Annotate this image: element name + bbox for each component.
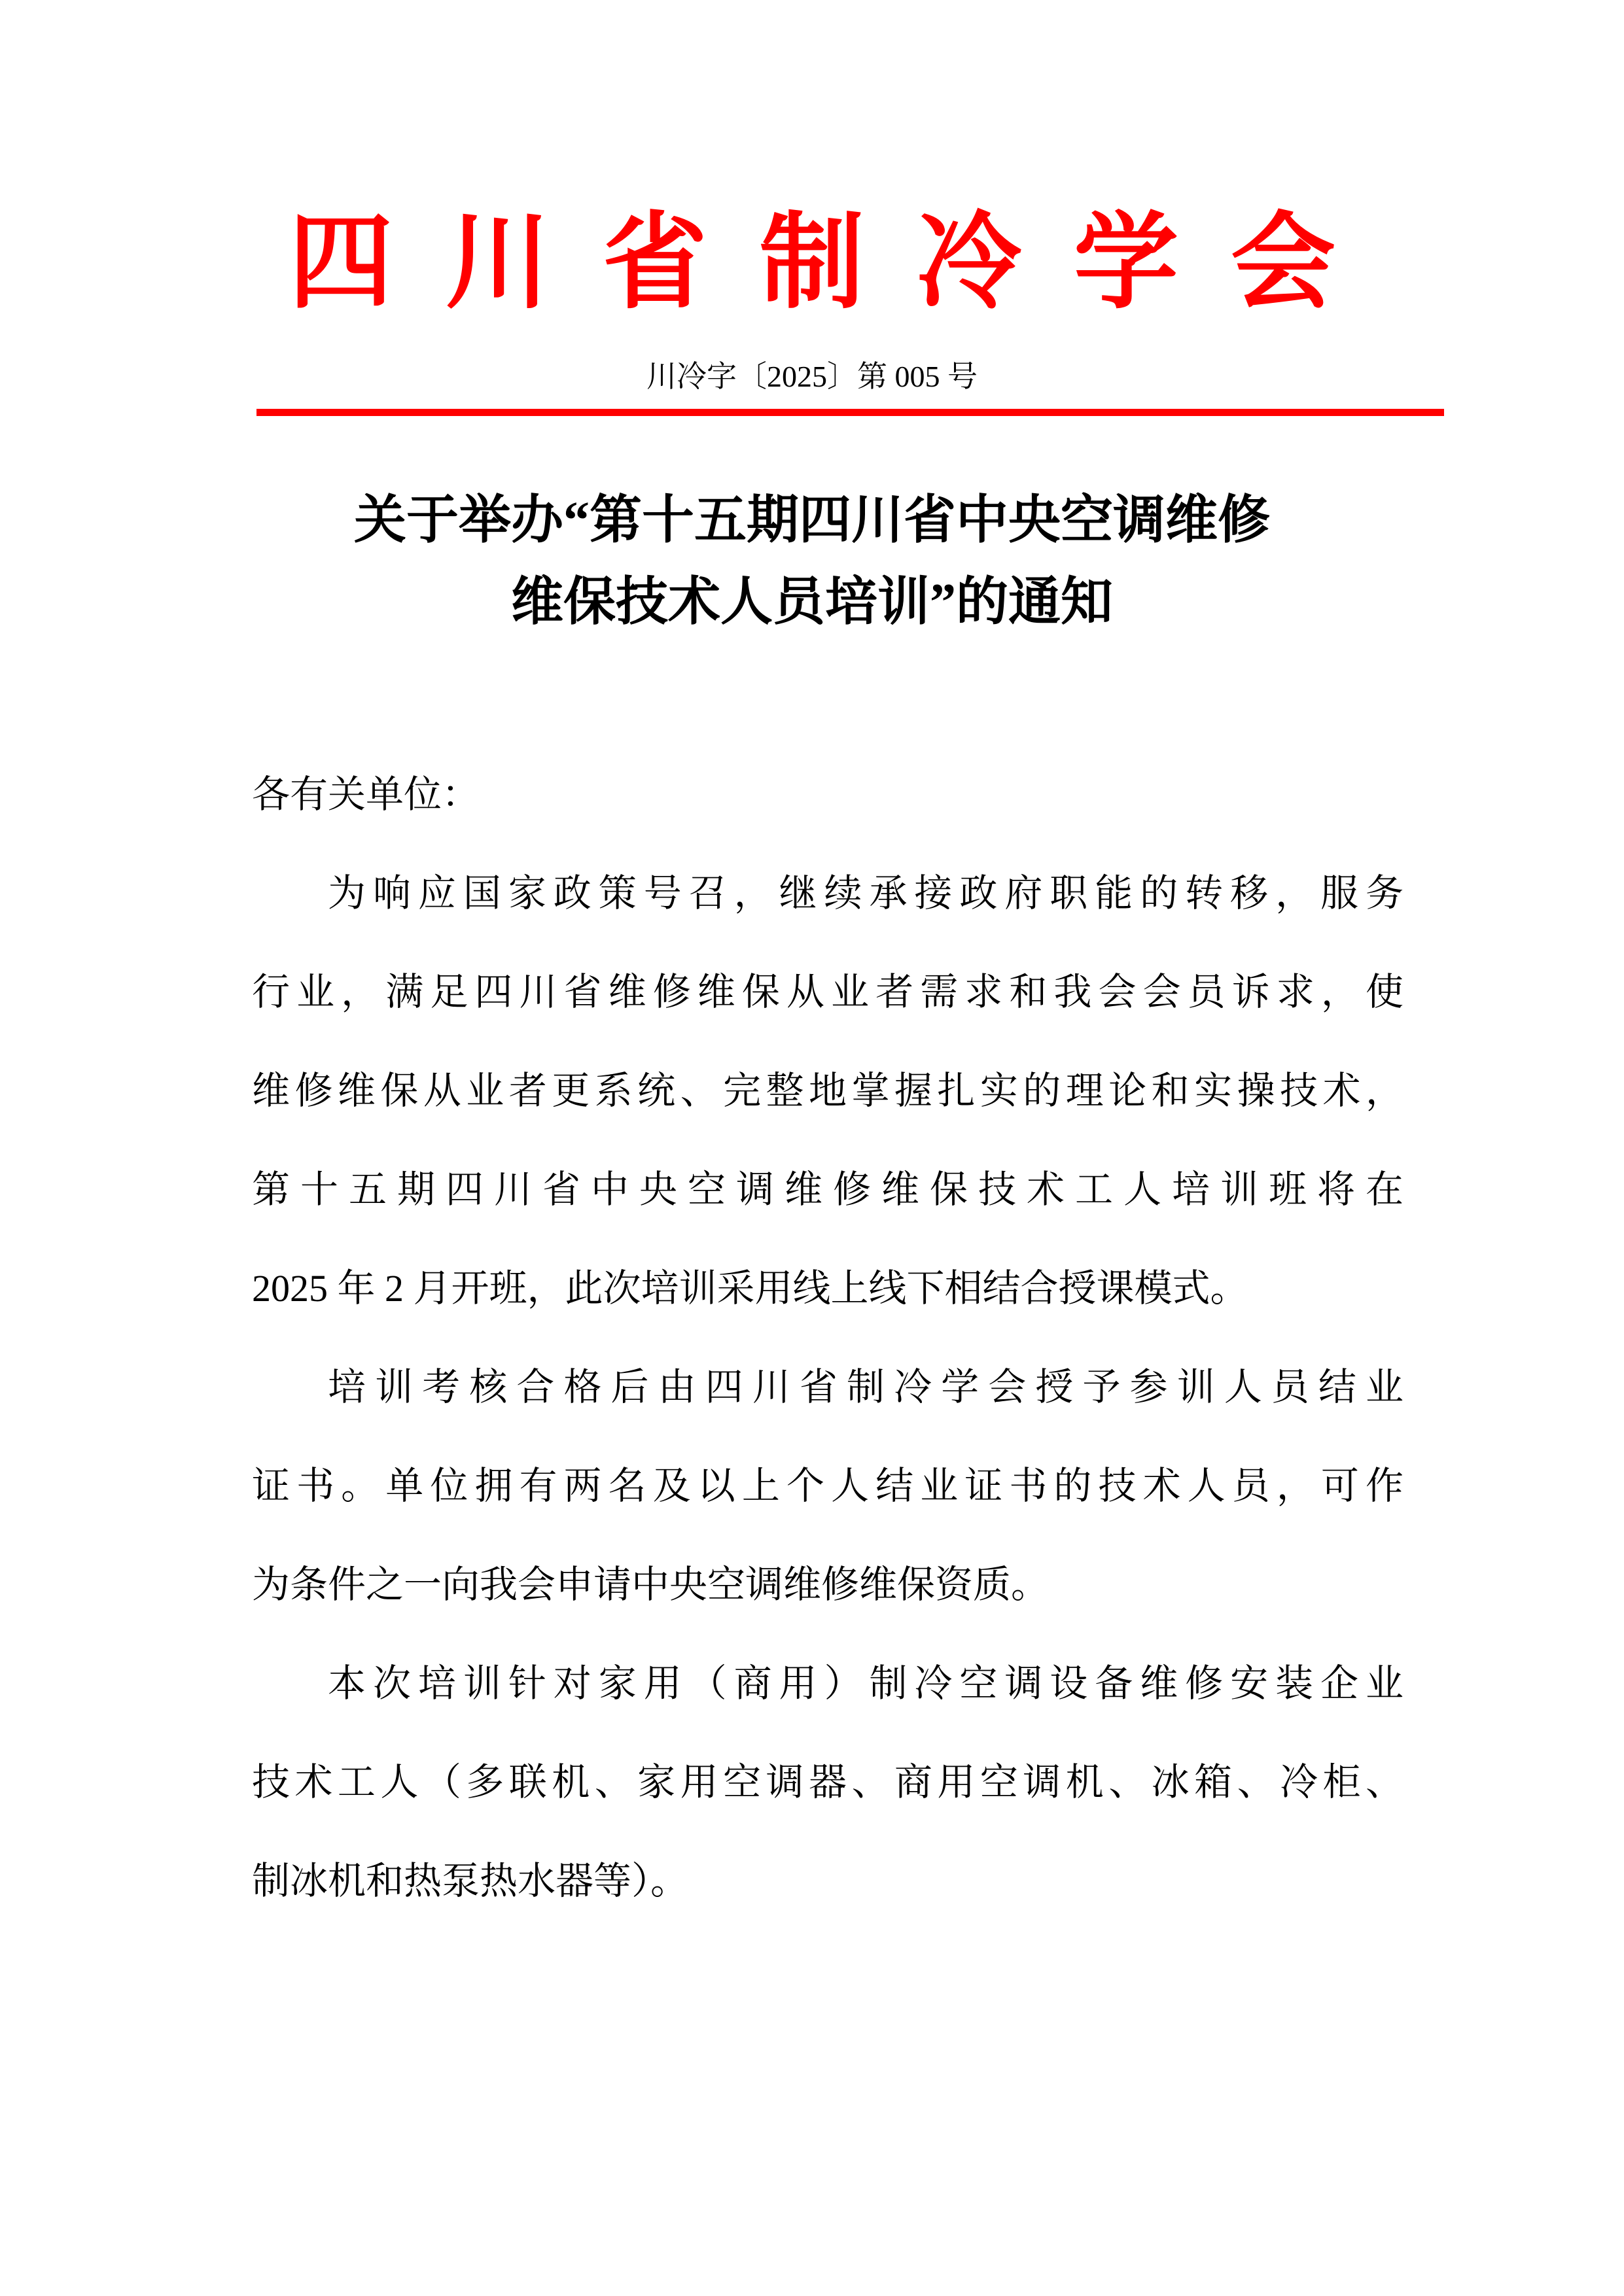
body-line: 技术工人（多联机、家用空调器、商用空调机、冰箱、冷柜、 [252, 1761, 1403, 1804]
body-line: 本次培训针对家用（商用）制冷空调设备维修安装企业 [328, 1662, 1403, 1705]
body-line: 第十五期四川省中央空调维修维保技术工人培训班将在 [252, 1168, 1403, 1211]
body-line: 为条件之一向我会申请中央空调维修维保资质。 [252, 1563, 1050, 1607]
body-line: 为响应国家政策号召，继续承接政府职能的转移，服务 [328, 872, 1403, 915]
notice-body [252, 745, 1403, 1930]
body-line: 制冰机和热泵热水器等）。 [252, 1860, 689, 1903]
body-line: 维修维保从业者更系统、完整地掌握扎实的理论和实操技术， [252, 1070, 1403, 1113]
salutation: 各有关单位： [252, 773, 480, 816]
body-line: 2025 年 2 月开班，此次培训采用线上线下相结合授课模式。 [252, 1267, 1248, 1310]
body-line: 行业，满足四川省维修维保从业者需求和我会会员诉求，使 [252, 971, 1403, 1014]
body-line: 培训考核合格后由四川省制冷学会授予参训人员结业 [328, 1366, 1403, 1409]
notice-title [0, 480, 1624, 644]
notice-title-line-1: 关于举办“第十五期四川省中央空调维修 [354, 492, 1270, 550]
red-divider-line [256, 409, 1444, 416]
paragraph [252, 1634, 1403, 1930]
paragraph [252, 844, 1403, 1338]
document-number: 川冷字〔2025〕第 005 号 [646, 360, 978, 393]
notice-title-line-2: 维保技术人员培训”的通知 [511, 574, 1113, 632]
letterhead-org-title: 四川省制冷学会 [288, 205, 1388, 321]
body-line: 证书。单位拥有两名及以上个人结业证书的技术人员，可作 [252, 1465, 1403, 1508]
paragraph [252, 1338, 1403, 1634]
